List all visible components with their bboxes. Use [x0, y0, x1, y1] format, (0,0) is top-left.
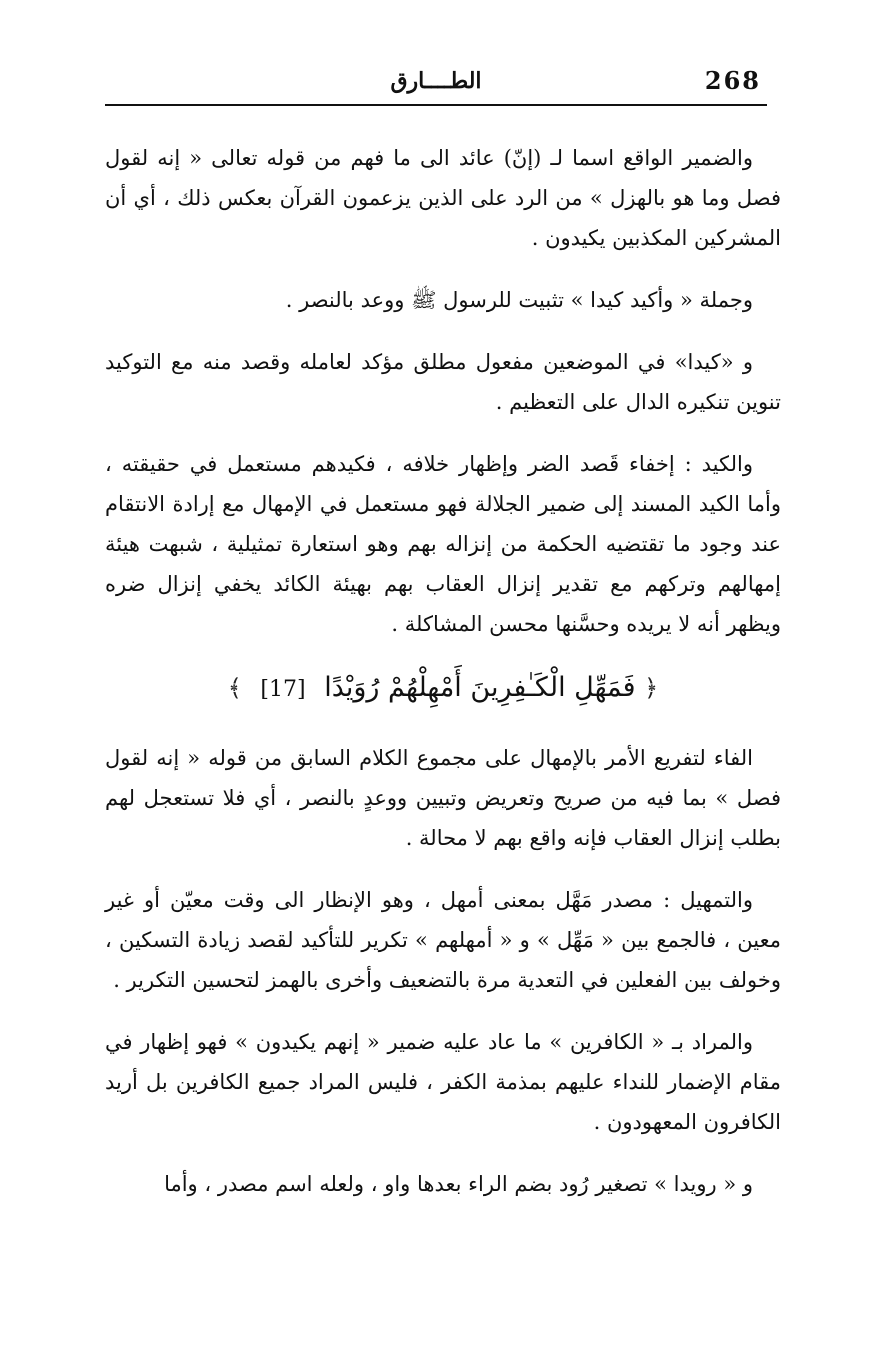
surah-title: الطــــارق: [390, 68, 482, 94]
verse-open-bracket: ﴿: [644, 674, 659, 702]
paragraph: الفاء لتفريع الأمر بالإمهال على مجموع الكلام السابق من قوله « إنه لقول فصل » بما فيه من صريح وتعريض وتبيين ووعدٍ بالنصر ، أي فلا تستعجل لهم بطلب إنزال العقاب فإنه واقع بهم لا محالة .: [105, 746, 781, 850]
verse-close-bracket: ﴾: [227, 674, 242, 702]
paragraph: والضمير الواقع اسما لـ (إنّ) عائد الى ما فهم من قوله تعالى « إنه لقول فصل وما هو بالهزل » من الرد على الذين يزعمون القرآن بعكس ذلك ، أي أن المشركين المكذبين يكيدون .: [105, 146, 781, 250]
paragraph: وجملة « وأكيد كيدا » تثبيت للرسول ﷺ ووعد بالنصر .: [285, 288, 753, 312]
paragraph: والكيد : إخفاء قَصد الضر وإظهار خلافه ، فكيدهم مستعمل في حقيقته ، وأما الكيد المسند إلى ضمير الجلالة فهو مستعمل في الإمهال مع إرادة الانتقام عند وجود ما تقتضيه الحكمة من إنزاله بهم وهو استعارة تمثيلية ، شبهت هيئة إمهالهم وتركهم مع تقدير إنزال العقاب بهم بهيئة الكائد يخفي إنزال ضره ويظهر أنه لا يريده وحسَّنها محسن المشاكلة .: [105, 452, 781, 636]
paragraph: والمراد بـ « الكافرين » ما عاد عليه ضمير « إنهم يكيدون » فهو إظهار في مقام الإضمار للنداء عليهم بمذمة الكفر ، فليس المراد جميع الكافرين بل أريد الكافرون المعهودون .: [105, 1030, 781, 1134]
verse-number: [17]: [260, 677, 306, 702]
quran-verse: [105, 666, 781, 712]
paragraph: والتمهيل : مصدر مَهَّل بمعنى أمهل ، وهو الإنظار الى وقت معيّن أو غير معين ، فالجمع بين « مَهِّل » و « أمهلهم » تكرير للتأكيد لقصد زيادة التسكين ، وخولف بين الفعلين في التعدية مرة بالتضعيف وأخرى بالهمز لتحسين التكرير .: [105, 888, 781, 992]
paragraph: و «كيدا» في الموضعين مفعول مطلق مؤكد لعامله وقصد منه مع التوكيد تنوين تنكيره الدال على التعظيم .: [105, 350, 781, 414]
running-head: [105, 62, 767, 102]
page-body: [105, 138, 781, 1226]
paragraph: و « رويدا » تصغير رُود بضم الراء بعدها واو ، ولعله اسم مصدر ، وأما: [164, 1172, 753, 1196]
page-number: 268: [704, 66, 761, 95]
verse-text: فَمَهِّلِ الْكَـٰفِرِينَ أَمْهِلْهُمْ رُوَيْدًا: [324, 672, 636, 703]
header-rule: [105, 104, 767, 106]
